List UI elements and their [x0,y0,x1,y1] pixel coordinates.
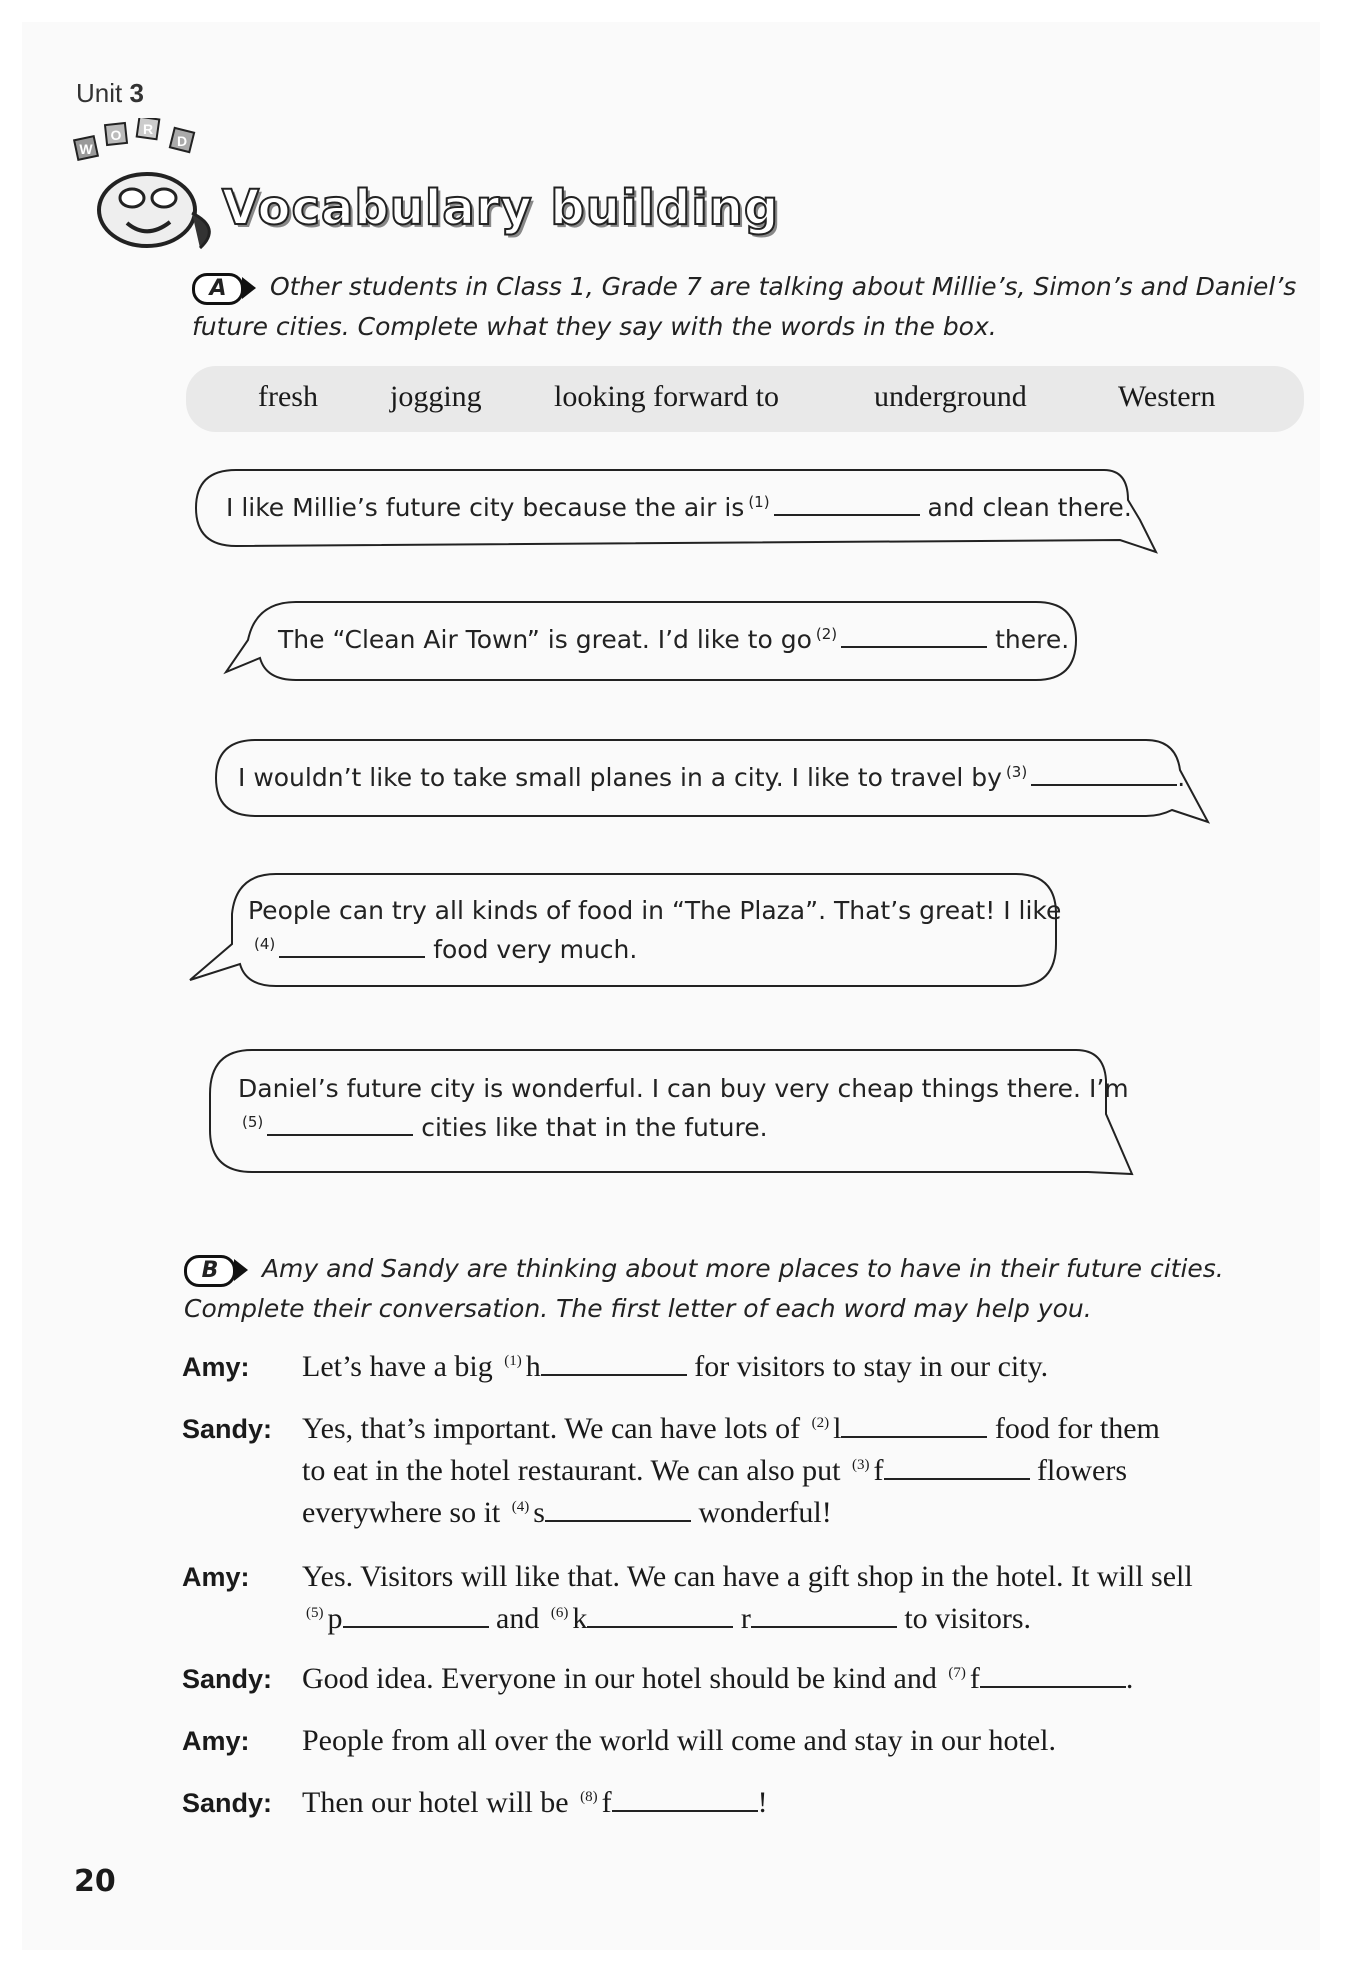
part-b-instructions-line2: Complete their conversation. The first letter of each word may help you. [184,1294,1092,1323]
blank-a1[interactable] [774,492,920,516]
part-a-instructions-line2: future cities. Complete what they say with the words in the box. [192,312,997,341]
word-underground: underground [874,380,1027,413]
blank-a2[interactable] [841,624,987,648]
word-fresh: fresh [258,380,318,413]
speaker-name: Amy: [182,1352,250,1382]
blank-b8[interactable] [612,1788,758,1812]
blank-b4[interactable] [545,1498,691,1522]
speaker-name: Sandy: [182,1414,273,1444]
blank-b7[interactable] [980,1664,1126,1688]
bubble-4-line2: $^{(4)}$ food very much. [254,934,638,964]
section-title: Vocabulary building [222,180,780,236]
blank-a5[interactable] [267,1112,413,1136]
blank-b3[interactable] [884,1456,1030,1480]
part-a-badge: A [192,273,262,303]
part-b-badge: B [184,1255,254,1285]
svg-text:R: R [142,121,154,137]
bubble-5-line1: Daniel’s future city is wonderful. I can buy very cheap things there. I’m [238,1074,1129,1103]
speaker-name: Sandy: [182,1788,273,1818]
part-a-instructions: A Other students in Class 1, Grade 7 are talking about Millie’s, Simon’s and Daniel’s [192,268,1296,306]
blank-b5[interactable] [343,1604,489,1628]
svg-text:W: W [79,141,93,157]
word-jogging: jogging [390,380,482,413]
bubble-4-line1: People can try all kinds of food in “The Plaza”. That’s great! I like [248,896,1062,925]
blank-a4[interactable] [279,934,425,958]
blank-a3[interactable] [1031,762,1177,786]
bubble-4-outline [190,874,1056,986]
unit-label: Unit 3 [76,78,144,108]
bubble-1-text: I like Millie’s future city because the air is $^{(1)}$ and clean there. [226,492,1132,522]
svg-text:D: D [176,133,188,149]
blank-b2[interactable] [841,1414,987,1438]
page-number: 20 [74,1864,116,1899]
part-b-instructions: B Amy and Sandy are thinking about more places to have in their future cities. [184,1250,1224,1288]
blank-b1[interactable] [541,1352,687,1376]
speaker-name: Amy: [182,1562,250,1592]
word-looking-forward-to: looking forward to [554,380,779,413]
blank-b6b[interactable] [751,1604,897,1628]
bubble-2-text: The “Clean Air Town” is great. I’d like to go $^{(2)}$ there. [278,624,1070,654]
speaker-name: Sandy: [182,1664,273,1694]
word-western: Western [1118,380,1216,413]
bubble-3-text: I wouldn’t like to take small planes in a city. I like to travel by $^{(3)}$ . [238,762,1186,792]
speaker-name: Amy: [182,1726,250,1756]
blank-b6a[interactable] [587,1604,733,1628]
bubble-5-line2: $^{(5)}$ cities like that in the future. [242,1112,768,1142]
svg-text:O: O [110,127,122,143]
